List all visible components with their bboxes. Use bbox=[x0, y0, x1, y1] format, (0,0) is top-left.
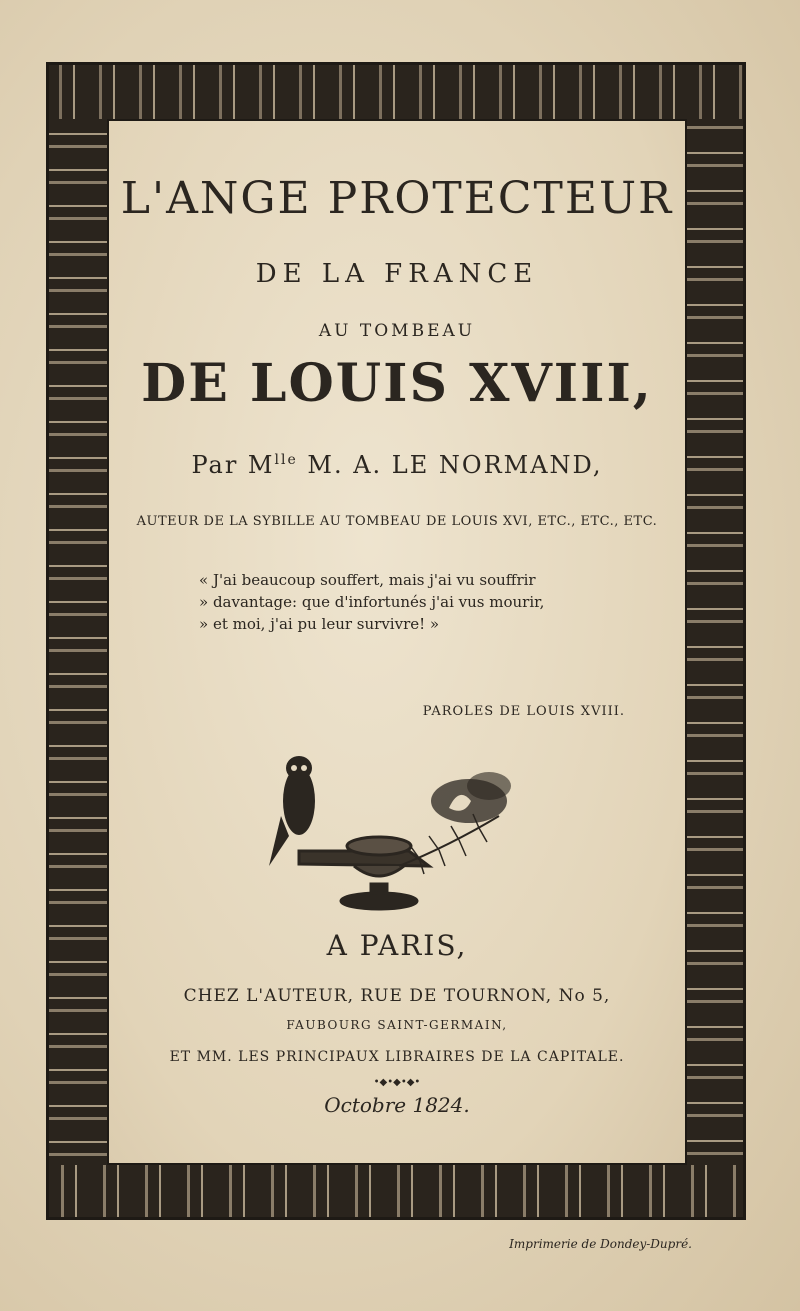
title-page-panel bbox=[107, 119, 687, 1165]
imprint-place: A PARIS, bbox=[326, 929, 468, 962]
owl-and-lamp-vignette-icon bbox=[259, 746, 549, 920]
title-line-4: DE LOUIS XVIII, bbox=[141, 353, 653, 414]
epigraph bbox=[199, 569, 679, 635]
imprint-address-line-3: ET MM. LES PRINCIPAUX LIBRAIRES DE LA CAPITALE. bbox=[169, 1049, 625, 1065]
border-right-ornament bbox=[687, 119, 743, 1165]
imprint-date: Octobre 1824. bbox=[324, 1093, 470, 1117]
byline-lle: lle bbox=[274, 452, 298, 468]
fleuron-divider: •◆•◆•◆• bbox=[373, 1077, 421, 1088]
epigraph-source: PAROLES DE LOUIS XVIII. bbox=[422, 704, 625, 719]
byline-name: M. A. LE NORMAND, bbox=[297, 451, 603, 479]
byline-par: Par M bbox=[191, 451, 275, 479]
imprint-address-line-1: CHEZ L'AUTEUR, RUE DE TOURNON, No 5, bbox=[183, 986, 611, 1006]
author-note: AUTEUR DE LA SYBILLE AU TOMBEAU DE LOUIS XVI, ETC., ETC., ETC. bbox=[136, 514, 658, 529]
byline bbox=[109, 451, 685, 479]
border-left-ornament bbox=[49, 119, 107, 1165]
ornamental-border bbox=[46, 62, 746, 1220]
epigraph-line: » davantage: que d'infortunés j'ai vus mourir, bbox=[199, 593, 545, 611]
printer-credit: Imprimerie de Dondey-Dupré. bbox=[509, 1237, 692, 1251]
imprint-address-line-2: FAUBOURG SAINT-GERMAIN, bbox=[286, 1018, 508, 1032]
border-bottom-ornament bbox=[49, 1165, 743, 1217]
title-line-3: AU TOMBEAU bbox=[318, 321, 476, 341]
title-line-2: DE LA FRANCE bbox=[255, 259, 539, 289]
title-line-1: L'ANGE PROTECTEUR bbox=[120, 173, 674, 224]
epigraph-line: » et moi, j'ai pu leur survivre! » bbox=[199, 615, 440, 633]
border-top-ornament bbox=[49, 65, 743, 119]
epigraph-line: « J'ai beaucoup souffert, mais j'ai vu souffrir bbox=[199, 571, 536, 589]
